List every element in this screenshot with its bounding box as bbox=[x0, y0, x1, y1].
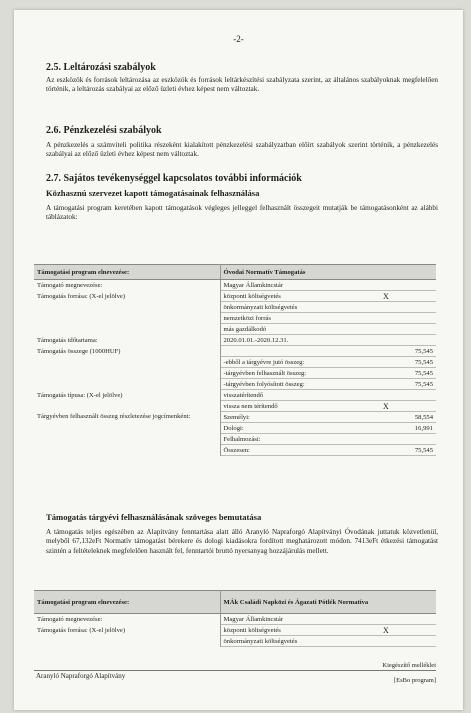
row-value: visszatérítendő bbox=[220, 390, 380, 401]
table-row bbox=[34, 412, 436, 423]
row-value: más gazdálkodó bbox=[220, 324, 380, 335]
table-row bbox=[34, 379, 436, 390]
row-label bbox=[34, 302, 220, 313]
table-row bbox=[34, 368, 436, 379]
footer-document-type: Kiegészítő melléklet bbox=[382, 662, 436, 669]
table-row bbox=[34, 390, 436, 401]
table-row bbox=[34, 614, 436, 625]
row-value: Dologi: bbox=[220, 423, 380, 434]
row-value: Magyar Államkincstár bbox=[220, 614, 380, 625]
row-value: -tárgyévben folyósított összeg: bbox=[220, 379, 380, 390]
row-amount: 75,545 bbox=[380, 357, 436, 368]
row-amount bbox=[380, 390, 436, 401]
row-value: önkormányzati költségvetés bbox=[220, 302, 380, 313]
table-row bbox=[34, 280, 436, 291]
table-row bbox=[34, 625, 436, 636]
row-amount: 75,545 bbox=[380, 379, 436, 390]
table-header-value: MÁk Családi Napközi és Ágazati Pótlék Normatíva bbox=[220, 591, 436, 614]
table-row bbox=[34, 291, 436, 302]
table-header-label: Támogatási program elnevezése: bbox=[34, 591, 220, 614]
table-row bbox=[34, 313, 436, 324]
table-row bbox=[34, 302, 436, 313]
row-amount: 75,545 bbox=[380, 368, 436, 379]
row-label bbox=[34, 434, 220, 445]
row-amount bbox=[380, 280, 436, 291]
row-label bbox=[34, 401, 220, 412]
row-value: központi költségvetés bbox=[220, 291, 380, 302]
document-page bbox=[14, 10, 463, 710]
row-value: vissza nem térítendő bbox=[220, 401, 380, 412]
row-value: Magyar Államkincstár bbox=[220, 280, 380, 291]
row-value: 2020.01.01.-2020.12.31. bbox=[220, 335, 380, 346]
row-value: -ebből a tárgyévre jutó összeg: bbox=[220, 357, 380, 368]
row-label: Támogatás forrása: (X-el jelölve) bbox=[34, 291, 220, 302]
row-amount bbox=[380, 614, 436, 625]
table-row bbox=[34, 434, 436, 445]
row-label: Támogató megnevezése: bbox=[34, 614, 220, 625]
row-value: nemzetközi forrás bbox=[220, 313, 380, 324]
table-row bbox=[34, 636, 436, 647]
table-header-row bbox=[34, 591, 436, 614]
description-text: A támogatás teljes egészében az Alapítvány fenntartása alatt álló Aranyló Napraforgó Alapítványi Óvodának juttatuk közvetlenül, melyből 67,132eFt Normatív támogatást bérekere és dologi kiadásokra fordított meghatározott módon. 7413eFt étkezési támogatást szintén a feltételeknek megfelelően használt fel, fenntartói bruttó nyersanyag hozzájárulás mellett. bbox=[46, 528, 438, 555]
description-title: Támogatás tárgyévi felhasználásának szöveges bemutatása bbox=[46, 512, 262, 522]
table-header-label: Támogatási program elnevezése: bbox=[34, 265, 220, 280]
row-amount: 75,545 bbox=[380, 445, 436, 456]
row-amount bbox=[380, 636, 436, 647]
section-2-5-text: Az eszközök és források leltározása az eszközök és források leltárkészítési szabályzata szerint, az általános szabályoknak megfelelően történik, a leltározás szabályai az előző üzleti évhez képest nem változtak. bbox=[46, 76, 438, 94]
table-row bbox=[34, 335, 436, 346]
row-label: Támogatás összege (1000HUF) bbox=[34, 346, 220, 357]
row-label bbox=[34, 379, 220, 390]
row-label bbox=[34, 423, 220, 434]
support-table-1 bbox=[34, 264, 436, 456]
row-label: Tárgyévben felhasznált összeg részletezése jogcímenként: bbox=[34, 412, 220, 423]
table-header-row bbox=[34, 265, 436, 280]
row-amount bbox=[380, 302, 436, 313]
section-2-7-text: A támogatási program keretében kapott támogatások végleges jelleggel felhasznált összegeit mutatják be támogatásonként az alábbi táblázatok: bbox=[46, 204, 438, 222]
row-amount bbox=[380, 324, 436, 335]
row-mark: X bbox=[380, 625, 436, 636]
row-label: Támogatás forrása: (X-el jelölve) bbox=[34, 625, 220, 636]
table-row bbox=[34, 324, 436, 335]
row-value: önkormányzati költségvetés bbox=[220, 636, 380, 647]
row-value: Felhalmozási: bbox=[220, 434, 380, 445]
table-row bbox=[34, 346, 436, 357]
section-2-7-title: 2.7. Sajátos tevékenységgel kapcsolatos további információk bbox=[46, 173, 302, 184]
row-label: Támogatás típusa: (X-el jelölve) bbox=[34, 390, 220, 401]
table-row bbox=[34, 401, 436, 412]
row-amount bbox=[380, 335, 436, 346]
section-2-7-subtitle: Közhasznú szervezet kapott támogatásainak felhasználása bbox=[46, 188, 260, 198]
section-2-6-title: 2.6. Pénzkezelési szabályok bbox=[46, 125, 162, 136]
footer-rule bbox=[34, 670, 436, 671]
row-value: központi költségvetés bbox=[220, 625, 380, 636]
row-label bbox=[34, 313, 220, 324]
row-amount: 75,545 bbox=[380, 346, 436, 357]
table-row bbox=[34, 423, 436, 434]
row-value: Személyi: bbox=[220, 412, 380, 423]
row-amount: 58,554 bbox=[380, 412, 436, 423]
section-2-5-title: 2.5. Leltározási szabályok bbox=[46, 62, 156, 73]
row-value bbox=[220, 346, 380, 357]
row-amount: 16,991 bbox=[380, 423, 436, 434]
footer-organization: Aranyló Napraforgó Alapítvány bbox=[36, 672, 126, 680]
table-row bbox=[34, 445, 436, 456]
row-label bbox=[34, 357, 220, 368]
row-label bbox=[34, 324, 220, 335]
row-value: Összesen: bbox=[220, 445, 380, 456]
row-value: -tárgyévben felhasznált összeg: bbox=[220, 368, 380, 379]
row-mark: X bbox=[380, 401, 436, 412]
row-mark: X bbox=[380, 291, 436, 302]
table-row bbox=[34, 357, 436, 368]
page-number: -2- bbox=[233, 34, 244, 44]
row-label bbox=[34, 368, 220, 379]
row-label: Támogató megnevezése: bbox=[34, 280, 220, 291]
table-header-value: Óvodai Normatív Támogatás bbox=[220, 265, 436, 280]
footer-program: [EsBo program] bbox=[393, 677, 436, 684]
row-label: Támogatás időtartama: bbox=[34, 335, 220, 346]
row-label bbox=[34, 636, 220, 647]
row-label bbox=[34, 445, 220, 456]
section-2-6-text: A pénzkezelés a számviteli politika részeként kialakított pénzkezelési szabályzatban előírt szabályok szerint történik, a pénzkezelés szabályai az előző üzleti évhez képest nem változtak. bbox=[46, 141, 438, 159]
row-amount bbox=[380, 313, 436, 324]
row-amount bbox=[380, 434, 436, 445]
support-table-2 bbox=[34, 590, 436, 647]
